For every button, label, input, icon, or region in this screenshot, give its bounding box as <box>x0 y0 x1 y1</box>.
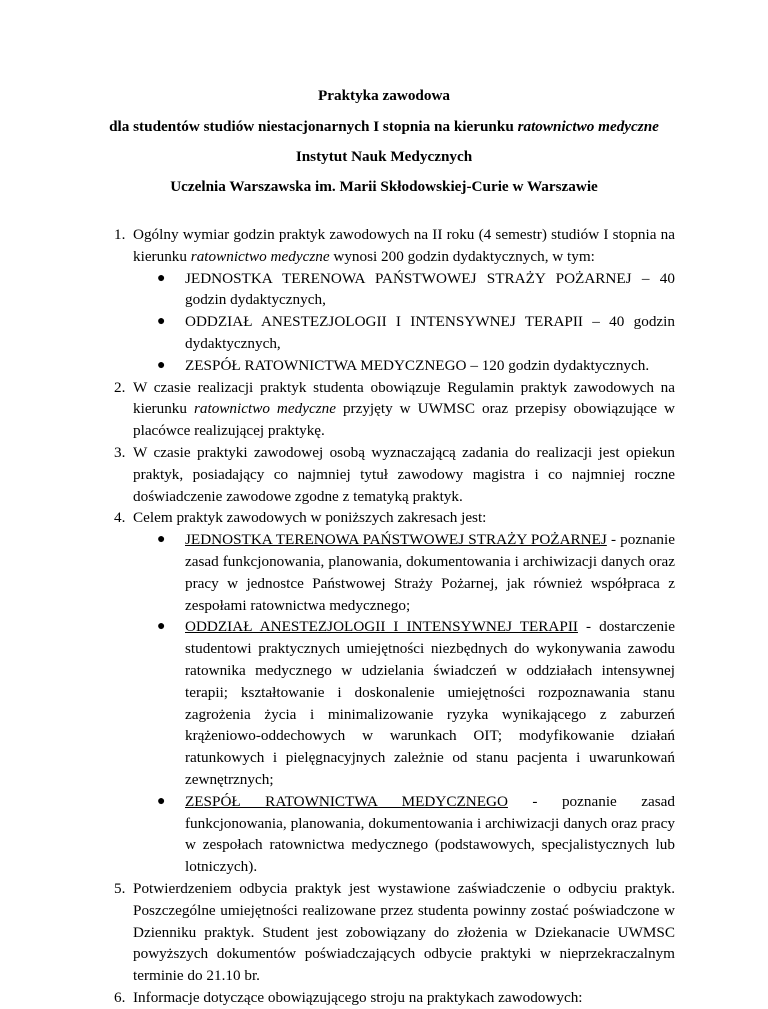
list-item-3 <box>0 442 768 507</box>
list-item-5 <box>0 878 768 987</box>
bullet-title: ZESPÓŁ RATOWNICTWA MEDYCZNEGO <box>185 792 508 810</box>
subtitle-text: dla studentów studiów niestacjonarnych I stopnia na kierunku <box>109 118 518 135</box>
list-bullet <box>0 529 768 616</box>
list-item-1 <box>0 224 768 268</box>
list-item-6 <box>0 987 768 1009</box>
doc-subtitle <box>0 116 768 138</box>
list-bullet <box>0 311 768 355</box>
bullet-icon: ● <box>157 357 166 373</box>
item-number: 4. <box>114 509 126 527</box>
item-field-italic: ratownictwo medyczne <box>190 247 330 265</box>
item-number: 3. <box>114 443 126 461</box>
bullet-icon: ● <box>157 793 166 809</box>
item-text: Informacje dotyczące obowiązującego stroju na praktykach zawodowych: <box>133 988 583 1006</box>
bullet-text: - dostarczenie studentowi praktycznych umiejętności niezbędnych do wykonywania zawodu ratownika medycznego w udzielania świadczeń w oddziałach intensywnej terapii; kształtowanie i doskonalenie umiejętności rozpoznawania stanu zagrożenia życia i minimalizowanie ryzyka wynikającego z zaburzeń krążeniowo-oddechowych w warunkach OIT; modyfikowanie działań ratunkowych i pielęgnacyjnych zależnie od stanu pacjenta i uwarunkowań zewnętrznych; <box>185 618 676 788</box>
bullet-text: - poznanie zasad funkcjonowania, planowania, dokumentowania i archiwizacji danych oraz pracy w zespołach ratownictwa medycznego (podstawowych, specjalistycznych lub lotniczych). <box>185 792 675 876</box>
list-item-4 <box>0 507 768 529</box>
bullet-icon: ● <box>157 619 166 635</box>
list-bullet <box>0 616 768 790</box>
item-text: Potwierdzeniem odbycia praktyk jest wystawione zaświadczenie o odbyciu praktyk. Poszczególne umiejętności realizowane przez studenta powinny zostać poświadczone w Dzienniku praktyk. Student jest zobowiązany do złożenia w Dziekanacie UWMSC powyższych dokumentów poświadczających odbycie praktyki w nieprzekraczalnym terminie do 21.10 br. <box>133 879 675 985</box>
bullet-text: JEDNOSTKA TERENOWA PAŃSTWOWEJ STRAŻY POŻARNEJ – 40 godzin dydaktycznych, <box>185 269 675 309</box>
item-number: 1. <box>114 226 126 243</box>
numbered-list <box>0 224 768 1009</box>
institute-name: Instytut Nauk Medycznych <box>295 148 473 165</box>
item-text: wynosi 200 godzin dydaktycznych, w tym: <box>329 247 595 265</box>
item-field-italic: ratownictwo medyczne <box>193 400 336 418</box>
item-text: W czasie praktyki zawodowej osobą wyznaczającą zadania do realizacji jest opiekun praktyk, posiadający co najmniej tytuł zawodowy magistra i co najmniej roczne doświadczenie zawodowe zgodne z tematyką praktyk. <box>133 443 675 505</box>
bullet-title: JEDNOSTKA TERENOWA PAŃSTWOWEJ STRAŻY POŻARNEJ <box>185 531 607 549</box>
bullet-icon: ● <box>157 270 166 286</box>
item-number: 2. <box>114 378 126 396</box>
bullet-icon: ● <box>157 532 166 548</box>
item-text: Ogólny wymiar godzin praktyk zawodowych na II roku (4 semestr) studiów I stopnia na kierunku <box>133 226 675 265</box>
bullet-icon: ● <box>157 314 166 330</box>
bullet-text: ZESPÓŁ RATOWNICTWA MEDYCZNEGO – 120 godzin dydaktycznych. <box>185 356 650 374</box>
field-of-study: ratownictwo medyczne <box>517 118 659 135</box>
university-name: Uczelnia Warszawska im. Marii Skłodowskiej-Curie w Warszawie <box>170 178 598 195</box>
list-bullet <box>0 268 768 312</box>
bullet-text: ODDZIAŁ ANESTEZJOLOGII I INTENSYWNEJ TERAPII – 40 godzin dydaktycznych, <box>185 313 675 352</box>
bullet-title: ODDZIAŁ ANESTEZJOLOGII I INTENSYWNEJ TERAPII <box>185 618 578 636</box>
bullet-text: - poznanie zasad funkcjonowania, planowania, dokumentowania i archiwizacji danych oraz pracy w jednostce Państwowej Straży Pożarnej, jak również współpraca z zespołami ratownictwa medycznego; <box>185 531 675 614</box>
item-text: Celem praktyk zawodowych w poniższych zakresach jest: <box>133 509 487 527</box>
list-bullet <box>0 791 768 878</box>
list-item-2 <box>0 377 768 442</box>
item-number: 6. <box>114 988 126 1006</box>
item-number: 5. <box>114 879 126 897</box>
list-bullet <box>0 355 768 377</box>
item-text: przyjęty w UWMSC oraz przepisy obowiązujące w placówce realizującej praktykę. <box>133 400 675 440</box>
doc-title: Praktyka zawodowa <box>317 87 451 104</box>
item-text: W czasie realizacji praktyk studenta obowiązuje Regulamin praktyk zawodowych na kierunku <box>133 378 675 418</box>
